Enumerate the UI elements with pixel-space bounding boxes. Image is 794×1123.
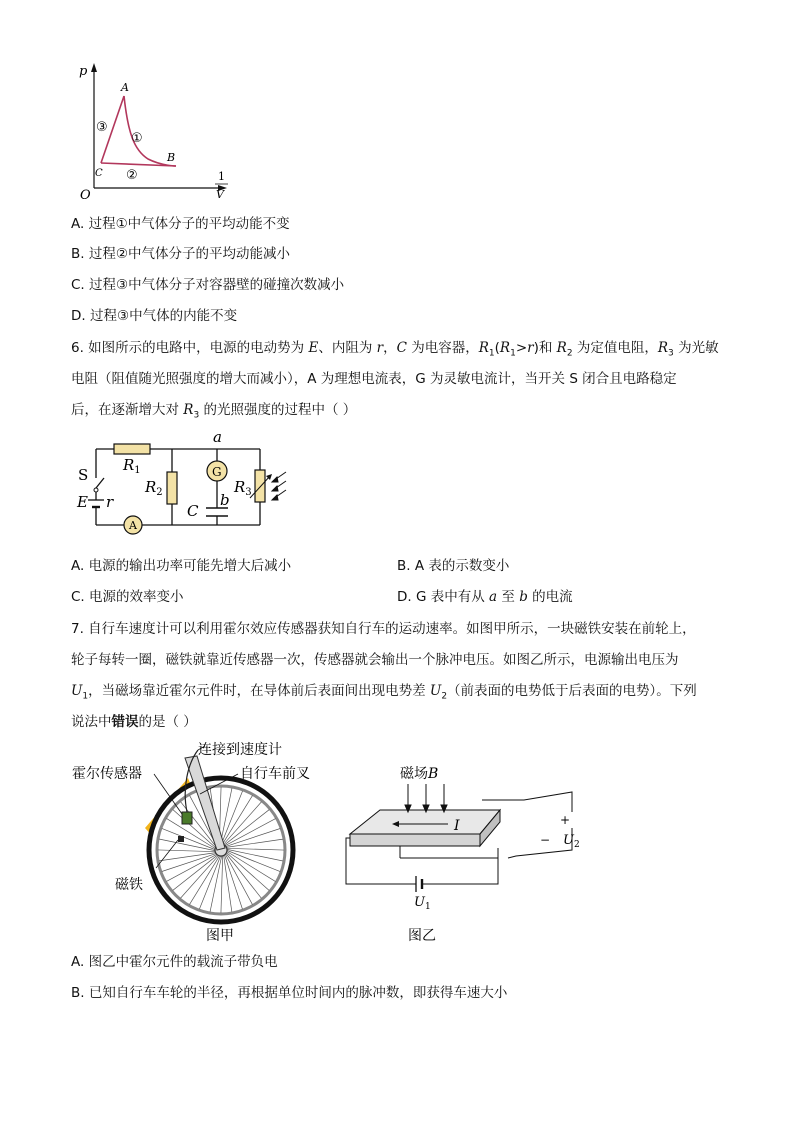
connect-to-speedometer-label: 连接到速度计 [198,742,282,758]
figure-yi-hall-element [340,760,590,950]
capacitor-label: C [187,502,199,520]
magnet-label: 磁铁 [115,877,143,893]
q6-circuit-diagram [70,428,300,546]
process-1-label: ① [131,131,143,146]
p-label: p [79,64,88,79]
hall-sensor [182,812,192,824]
q7-stem-line-1: 7. 自行车速度计可以利用霍尔效应传感器获知自行车的运动速率。如图甲所示，一块磁铁安装在前轮上， [71,621,696,637]
q6-option-a: A. 电源的输出功率可能先增大后减小 [71,558,292,574]
ammeter-label: A [129,519,137,532]
r1-resistor [114,444,150,454]
q7-stem-line-4: 说法中错误的是（ ） [71,714,197,730]
r3-photoresistor [255,470,265,502]
q7-stem-line-3: $U_1$，当磁场靠近霍尔元件时，在导体前后表面间出现电势差 $U_2$（前表面的电势低于后表面的电势）。下列 [71,683,697,702]
u2-label: $U_2$ [563,833,580,850]
hall-slab-front [350,834,480,846]
galvanometer-label: G [212,465,222,479]
point-c-label: C [95,168,103,179]
origin-label: O [80,188,91,203]
emf-label: E [77,493,88,511]
q7-stem-line-2: 轮子每转一圈，磁铁就靠近传感器一次，传感器就会输出一个脉冲电压。如图乙所示，电源输出电压为 [71,652,679,668]
q7-option-a: A. 图乙中霍尔元件的载流子带负电 [71,954,278,970]
inv-v-denominator: V [216,188,224,201]
node-b-label: b [220,491,230,509]
process-2-label: ② [126,168,138,183]
q5-option-d: D. 过程③中气体的内能不变 [71,308,238,324]
front-fork-label: 自行车前叉 [240,766,310,782]
magnetic-field-label: 磁场B [400,766,439,782]
process-3-label: ③ [96,120,108,135]
q6-stem-line-1: 6. 如图所示的电路中，电源的电动势为 E、内阻为 r，C 为电容器，$R_1(R_1>r)$和 $R_2$ 为定值电阻，$R_3$ 为光敏 [71,340,719,359]
light-rays-icon [272,472,286,500]
magnet [178,836,184,842]
q6-option-c: C. 电源的效率变小 [71,589,184,605]
current-label: I [454,818,460,834]
q5-option-a: A. 过程①中气体分子的平均动能不变 [71,216,290,232]
hall-sensor-label: 霍尔传感器 [72,766,142,782]
u1-label: $U_1$ [414,895,431,912]
q6-stem-line-3: 后，在逐渐增大对 $R_3$ 的光照强度的过程中（ ） [71,402,357,421]
figure-jia-caption: 图甲 [206,928,234,944]
q5-option-b: B. 过程②中气体分子的平均动能减小 [71,246,290,262]
r2-resistor [167,472,177,504]
point-a-label: A [121,81,129,94]
magnetic-field-arrows [405,784,447,812]
p-axis-arrow [91,63,97,72]
minus-terminal-label: − [540,833,551,847]
r2-label: $R_2$ [145,478,163,498]
internal-resistance-label: r [106,493,114,511]
q6-option-d: D. G 表中有从 a 至 b 的电流 [397,589,573,605]
inv-v-numerator: 1 [218,170,225,183]
switch-s [96,478,104,488]
figure-jia-bicycle [70,738,320,948]
q6-option-b: B. A 表的示数变小 [397,558,510,574]
pv-graph [76,58,236,203]
r3-label: $R_3$ [234,478,252,498]
figure-yi-caption: 图乙 [408,928,436,944]
hall-slab-top [350,810,500,834]
node-a-label: a [213,428,222,446]
q7-option-b: B. 已知自行车车轮的半径，再根据单位时间内的脉冲数，即获得车速大小 [71,985,508,1001]
q6-stem-line-2: 电阻（阻值随光照强度的增大而减小），A 为理想电流表，G 为灵敏电流计，当开关 S 闭合且电路稳定 [71,371,677,387]
switch-label: S [78,466,89,484]
plus-terminal-label: + [560,813,571,827]
point-b-label: B [167,151,176,164]
r1-label: $R_1$ [123,456,141,476]
q5-option-c: C. 过程③中气体分子对容器壁的碰撞次数减小 [71,277,345,293]
